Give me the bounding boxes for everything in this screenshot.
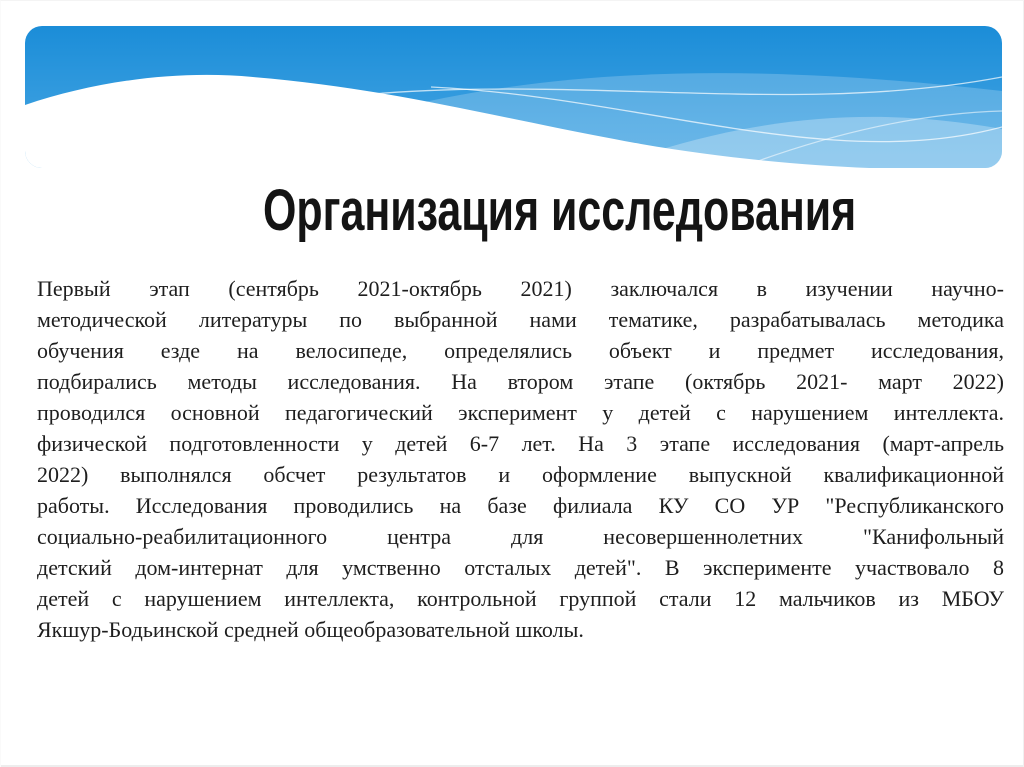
body-line: 2022) выполнялся обсчет результатов и оформление выпускной квалификационной xyxy=(37,462,1004,487)
body-line: социально-реабилитационного центра для несовершеннолетних "Канифольный xyxy=(37,524,1004,549)
body-line: проводился основной педагогический эксперимент у детей с нарушением интеллекта. xyxy=(37,400,1004,425)
body-line: физической подготовленности у детей 6-7 лет. На 3 этапе исследования (март-апрель xyxy=(37,431,1004,456)
slide-body-paragraph xyxy=(37,273,1004,645)
body-line: подбирались методы исследования. На втором этапе (октябрь 2021- март 2022) xyxy=(37,369,1004,394)
body-line: детей с нарушением интеллекта, контрольной группой стали 12 мальчиков из МБОУ xyxy=(37,586,1004,611)
body-line: Якшур-Бодьинской средней общеобразовательной школы. xyxy=(37,617,584,642)
body-line: обучения езде на велосипеде, определялись объект и предмет исследования, xyxy=(37,338,1004,363)
body-line: детский дом-интернат для умственно отсталых детей". В эксперименте участвовало 8 xyxy=(37,555,1004,580)
body-line: работы. Исследования проводились на базе филиала КУ СО УР "Республиканского xyxy=(37,493,1004,518)
header-wave-graphic xyxy=(1,1,1024,186)
slide-title: Организация исследования xyxy=(263,178,857,243)
body-line: Первый этап (сентябрь 2021-октябрь 2021) заключался в изучении научно- xyxy=(37,276,1004,301)
body-line: методической литературы по выбранной нами тематике, разрабатывалась методика xyxy=(37,307,1004,332)
